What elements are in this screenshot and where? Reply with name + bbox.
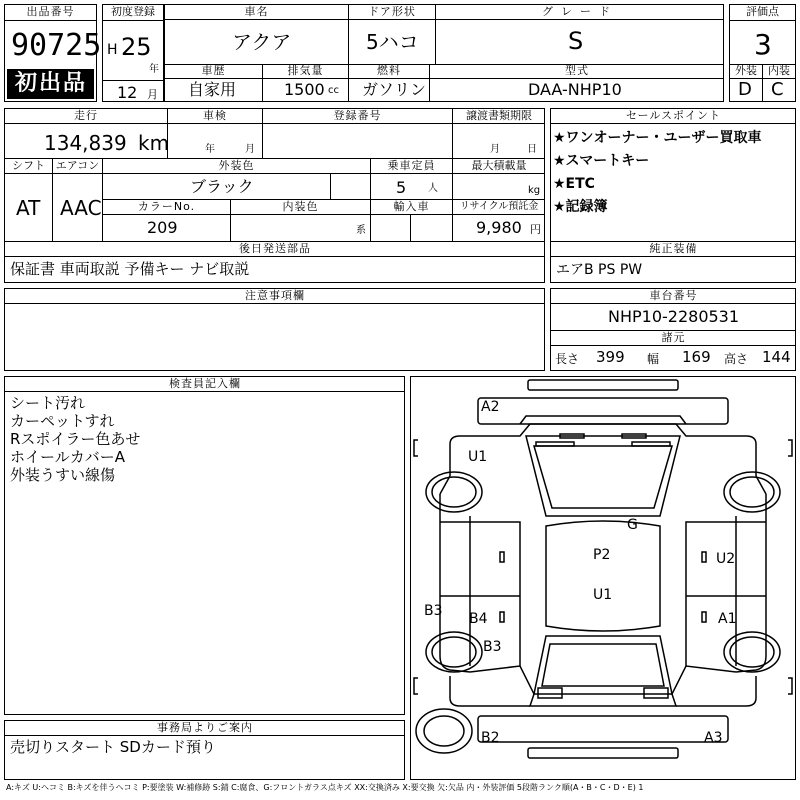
ext-color-value: ブラック: [190, 177, 254, 196]
inspector-note-1: シート汚れ: [10, 394, 86, 412]
score-header: 評価点: [746, 5, 779, 18]
color-no-header: カラーNo.: [137, 200, 196, 213]
fuel-header: 燃料: [377, 64, 401, 77]
interior-grade: C: [771, 79, 784, 100]
transfer-month-unit: 月: [490, 144, 500, 155]
chassis-value: NHP10-2280531: [608, 307, 740, 326]
transfer-header: 譲渡書類期限: [466, 109, 532, 122]
ext-color-header: 外装色: [218, 159, 255, 172]
reg-era: H: [107, 42, 118, 58]
int-color-unit: 系: [356, 225, 366, 236]
legend: A:キズ U:ヘコミ B:キズを伴うヘコミ P:要塗装 W:補修跡 S:錆 C:腐食、G:フロントガラス点キズ XX:交換済み X:要交換 欠:欠品 内・外装評価 5段階ランク順(A・B・C・D・E) 1: [6, 783, 644, 792]
mark-b3-left: B3: [424, 603, 443, 619]
car-name: アクア: [232, 30, 292, 54]
mark-u1-roof: U1: [593, 587, 613, 603]
height-value: 144: [762, 348, 791, 366]
inspector-note-4: ホイールカバーA: [10, 448, 125, 466]
aircon-header: エアコン: [55, 159, 100, 172]
car-diagram: [410, 376, 796, 780]
aircon-value: AAC: [60, 196, 102, 220]
exterior-grade: D: [738, 79, 752, 100]
capacity-header: 乗車定員: [387, 159, 436, 172]
dims-header: 諸元: [661, 331, 686, 344]
inspection-month-unit: 月: [245, 144, 255, 155]
mark-b3: B3: [483, 639, 502, 655]
capacity-unit: 人: [428, 183, 438, 194]
later-parts-header: 後日発送部品: [239, 242, 311, 255]
mark-u1-front: U1: [468, 449, 488, 465]
length-value: 399: [596, 348, 625, 366]
transfer-day-unit: 日: [527, 144, 537, 155]
reg-year-unit: 年: [149, 64, 159, 75]
score-cell: [729, 4, 796, 102]
genuine-header: 純正装備: [649, 242, 698, 255]
lot-number-cell: [4, 4, 102, 102]
shift-header: シフト: [12, 159, 45, 172]
lot-number-header: 出品番号: [26, 5, 75, 18]
score-value: 3: [754, 28, 772, 61]
reg-year: 25: [121, 33, 152, 61]
sales-points-header: セールスポイント: [625, 109, 721, 122]
mark-a2: A2: [481, 399, 500, 415]
max-load-header: 最大積載量: [471, 159, 527, 172]
mark-g: G: [627, 517, 638, 533]
km-unit: km: [138, 131, 170, 155]
mark-b4: B4: [469, 611, 488, 627]
color-no-value: 209: [147, 218, 178, 237]
model-header: 型式: [565, 64, 589, 77]
inspector-header: 検査員記入欄: [169, 377, 241, 390]
notes-header: 注意事項欄: [245, 289, 305, 302]
length-label: 長さ: [555, 352, 580, 366]
import-header: 輸入車: [393, 200, 430, 213]
car-name-header: 車名: [244, 5, 269, 18]
mark-b2: B2: [481, 730, 500, 746]
cc-unit: cc: [328, 85, 339, 96]
inspector-note-2: カーペットすれ: [10, 412, 115, 430]
exterior-header: 外装: [735, 64, 757, 77]
door-type: 5ハコ: [366, 30, 419, 54]
int-color-header: 内装色: [282, 200, 319, 213]
reg-number-header: 登録番号: [333, 109, 382, 122]
office-header: 事務局よりご案内: [157, 721, 253, 734]
displacement-header: 排気量: [287, 64, 324, 77]
mark-a3: A3: [704, 730, 723, 746]
sales-point-2: ★スマートキー: [553, 153, 650, 169]
later-parts-value: 保証書 車両取説 予備キー ナビ取説: [10, 260, 250, 278]
displacement-value: 1500: [284, 80, 325, 99]
width-label: 幅: [647, 352, 660, 366]
capacity-value: 5: [396, 178, 407, 197]
height-label: 高さ: [724, 352, 749, 366]
mileage-header: 走行: [74, 109, 98, 122]
recycle-value: 9,980: [476, 218, 522, 237]
history-header: 車歴: [201, 64, 226, 77]
shift-value: AT: [16, 196, 41, 220]
model-value: DAA-NHP10: [528, 80, 622, 99]
mark-p2: P2: [593, 547, 611, 563]
inspector-note-5: 外装うすい線傷: [10, 466, 116, 484]
mark-u2: U2: [716, 551, 736, 567]
sales-point-1: ★ワンオーナー・ユーザー買取車: [553, 130, 762, 146]
reg-month: 12: [117, 83, 138, 102]
history-value: 自家用: [188, 80, 237, 99]
chassis-header: 車台番号: [649, 289, 698, 302]
sales-point-3: ★ETC: [553, 176, 595, 192]
reg-month-unit: 月: [147, 88, 158, 101]
office-value: 売切りスタート SDカード預り: [10, 738, 216, 756]
first-registration-cell: [102, 4, 164, 102]
mark-a1: A1: [718, 611, 737, 627]
grade-value: S: [568, 27, 584, 55]
inspection-header: 車検: [203, 109, 227, 122]
interior-header: 内装: [768, 64, 790, 77]
door-header: ドア形状: [368, 5, 416, 18]
first-listing-label: 初出品: [15, 71, 88, 96]
inspection-year-unit: 年: [205, 144, 215, 155]
recycle-header: リサイクル預託金: [459, 201, 539, 212]
lot-number: 90725: [11, 28, 102, 63]
first-registration-header: 初度登録: [111, 5, 155, 18]
sales-point-4: ★記録簿: [553, 199, 608, 215]
yen-unit: 円: [530, 223, 541, 236]
genuine-value: エアB PS PW: [556, 262, 643, 278]
inspector-note-3: Rスポイラー色あせ: [10, 430, 141, 448]
fuel-value: ガソリン: [362, 80, 427, 99]
width-value: 169: [682, 348, 711, 366]
kg-unit: kg: [528, 185, 541, 196]
grade-header: グレード: [542, 5, 618, 18]
mileage-value: 134,839: [44, 131, 127, 155]
